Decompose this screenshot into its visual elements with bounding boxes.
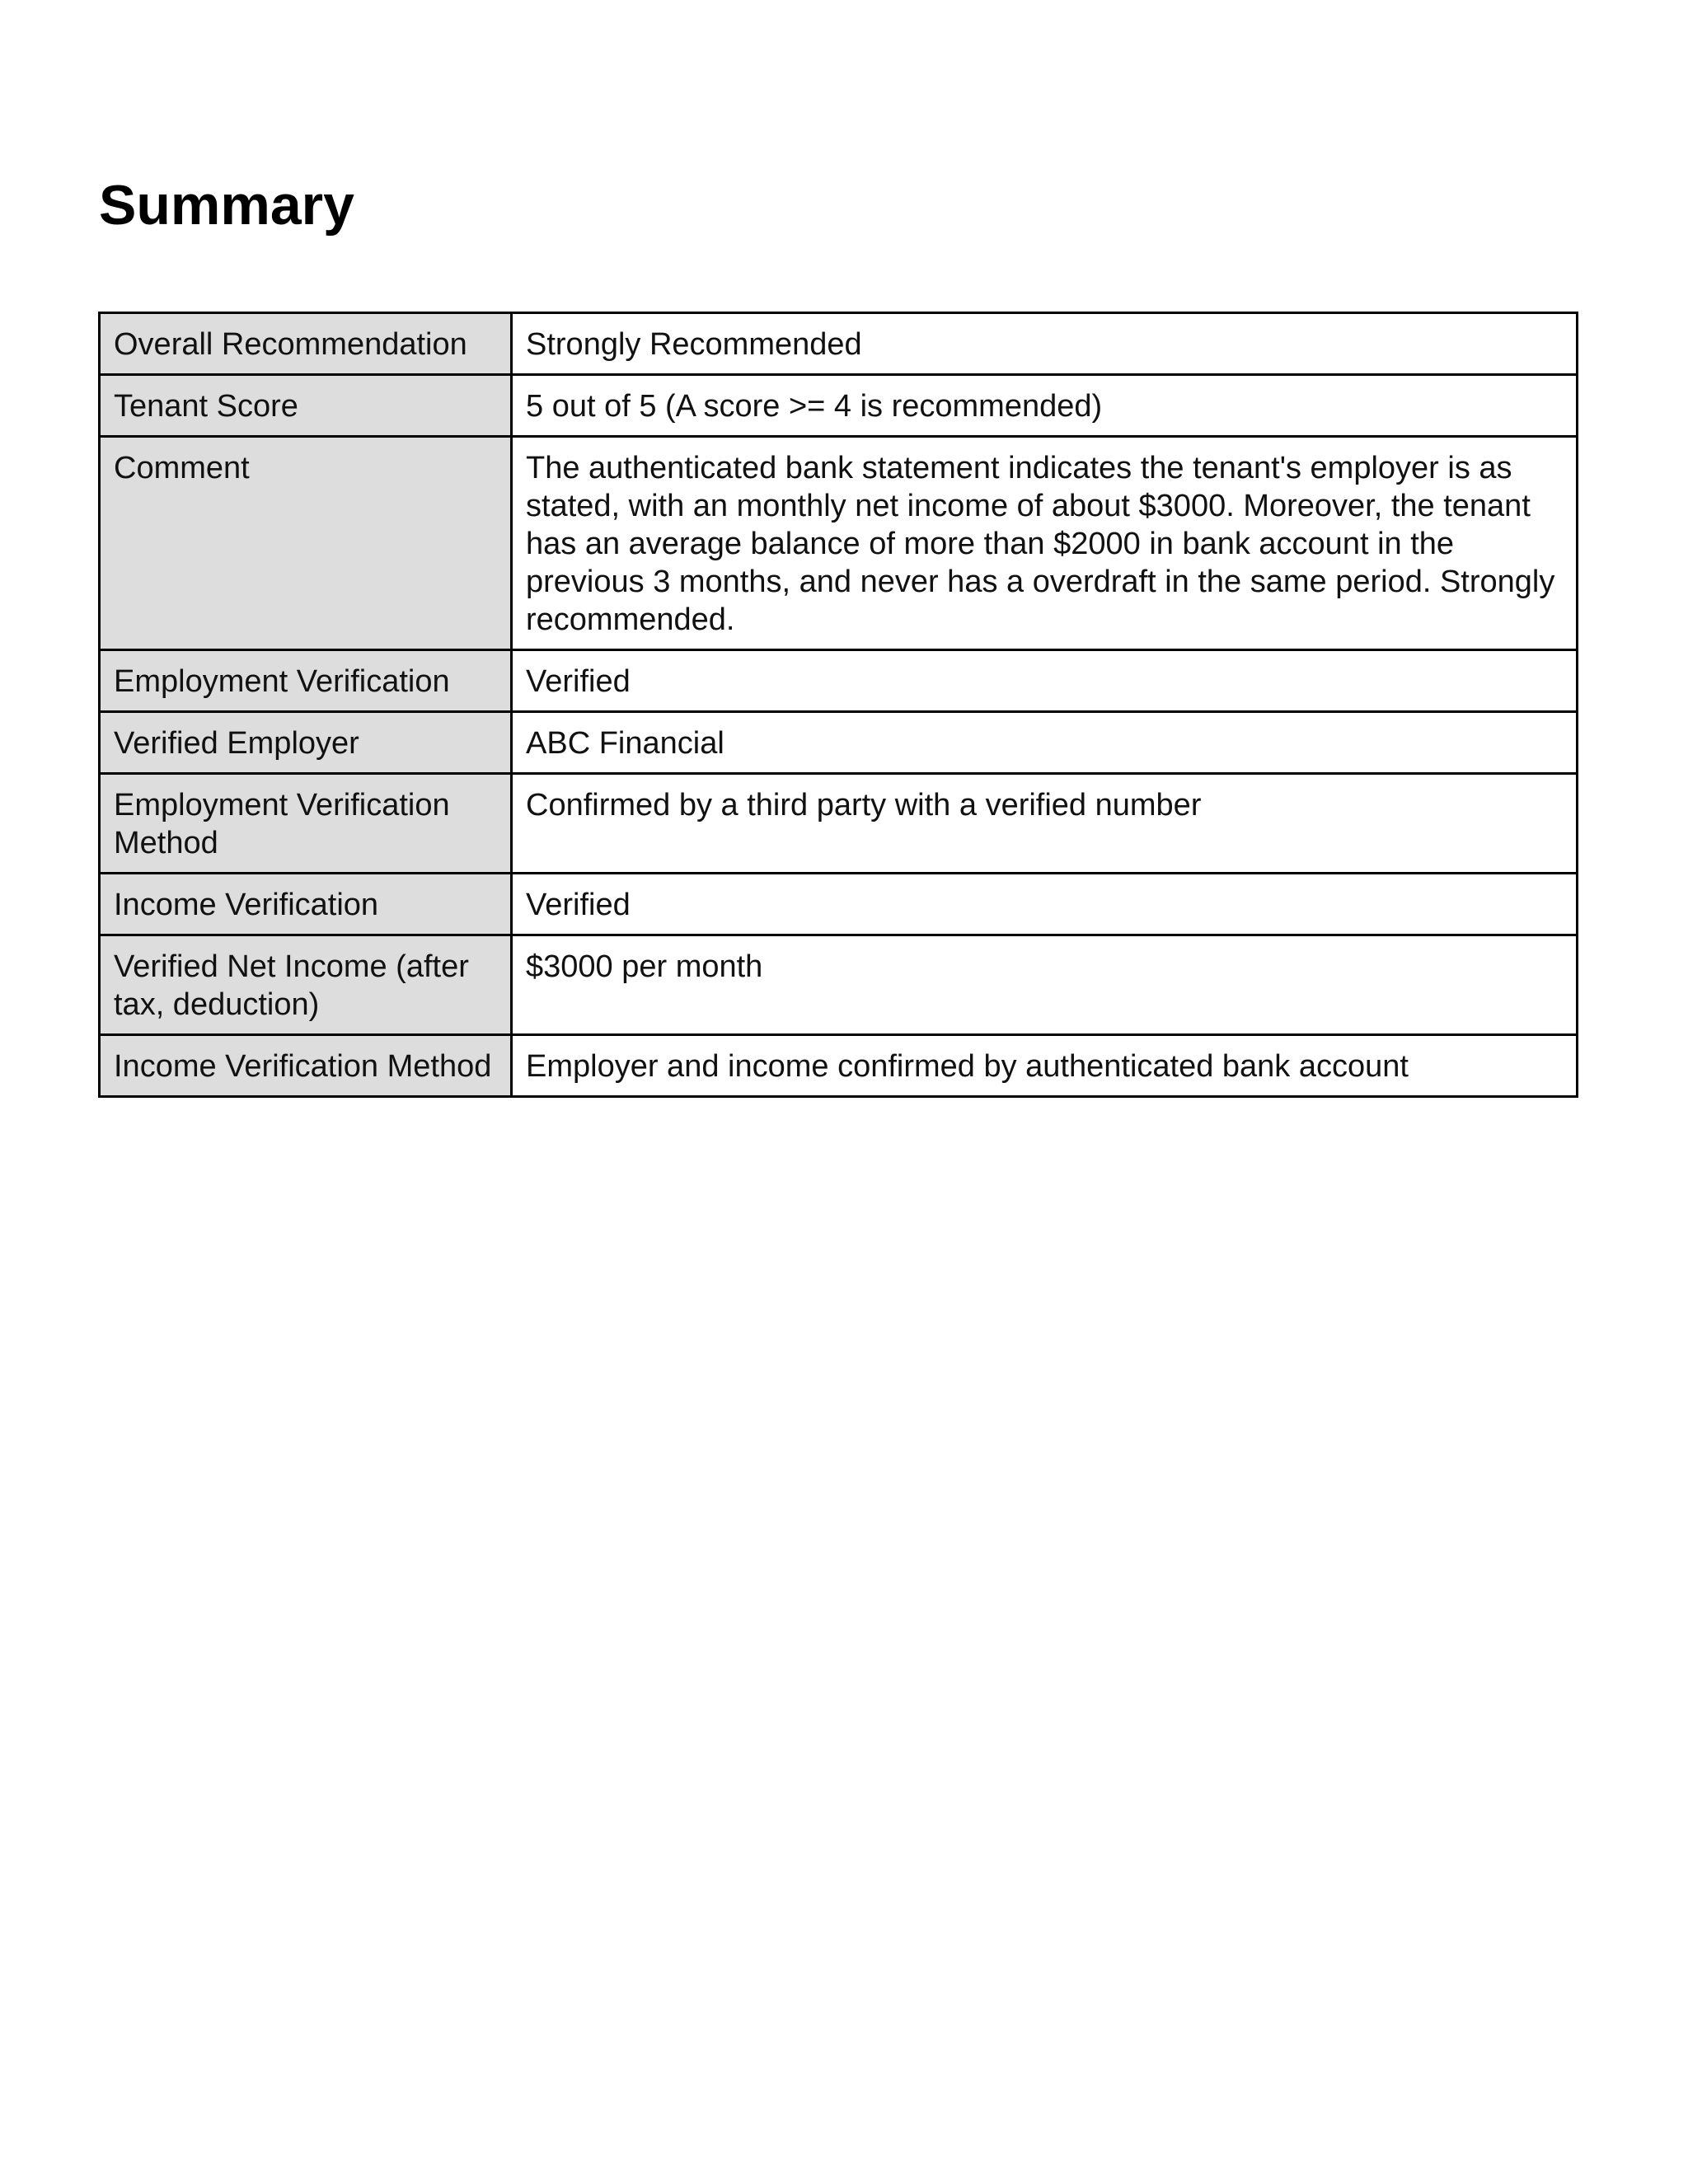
row-label: Income Verification: [100, 874, 512, 935]
table-row-verified-employer: [100, 712, 1578, 774]
row-label: Comment: [100, 437, 512, 650]
table-row-overall-recommendation: [100, 313, 1578, 375]
row-value: Verified: [512, 874, 1578, 935]
row-label: Verified Employer: [100, 712, 512, 774]
row-label: Employment Verification Method: [100, 774, 512, 874]
table-row-income-verification-method: [100, 1035, 1578, 1097]
table-row-tenant-score: [100, 375, 1578, 437]
row-value: The authenticated bank statement indicates the tenant's employer is as stated, with an monthly net income of about $3000. Moreover, the tenant has an average balance of more than $2000 in bank account in the previous 3 months, and never has a overdraft in the same period. Strongly recommended.: [512, 437, 1578, 650]
table-row-verified-net-income: [100, 935, 1578, 1035]
row-label: Tenant Score: [100, 375, 512, 437]
page-title: Summary: [99, 174, 354, 237]
row-value: 5 out of 5 (A score >= 4 is recommended): [512, 375, 1578, 437]
summary-table: [98, 312, 1578, 1098]
row-value: Confirmed by a third party with a verified number: [512, 774, 1578, 874]
table-row-comment: [100, 437, 1578, 650]
table-row-income-verification: [100, 874, 1578, 935]
row-label: Verified Net Income (after tax, deduction): [100, 935, 512, 1035]
table-row-employment-verification: [100, 650, 1578, 712]
row-value: $3000 per month: [512, 935, 1578, 1035]
row-value: Verified: [512, 650, 1578, 712]
table-row-employment-verification-method: [100, 774, 1578, 874]
row-label: Employment Verification: [100, 650, 512, 712]
row-value: Employer and income confirmed by authenticated bank account: [512, 1035, 1578, 1097]
row-label: Overall Recommendation: [100, 313, 512, 375]
row-value: Strongly Recommended: [512, 313, 1578, 375]
row-value: ABC Financial: [512, 712, 1578, 774]
row-label: Income Verification Method: [100, 1035, 512, 1097]
